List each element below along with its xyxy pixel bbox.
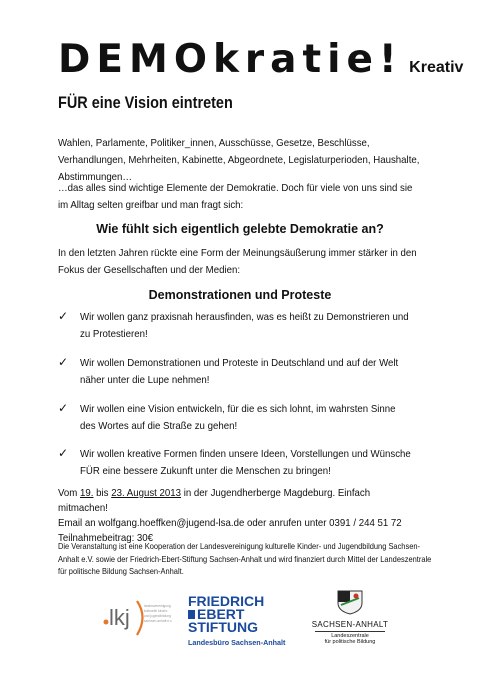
fes-logo [188,591,288,654]
check-icon: ✓ [58,446,69,460]
coat-of-arms-icon [335,589,365,615]
event-info [58,486,421,546]
svg-text:landesvereinigung: landesvereinigung [144,604,171,608]
list-item: Wir wollen kreative Formen finden unsere Ideen, Vorstellungen und Wünsche FÜR eine bessere Zukunft unter die Menschen zu bringen! [80,448,411,477]
contact-line: Email an wolfgang.hoeffken@jugend-lsa.de oder anrufen unter 0391 / 244 51 72 [58,517,402,529]
svg-text:lkj: lkj [109,605,130,630]
svg-text:STIFTUNG: STIFTUNG [188,619,258,635]
date-to: 23. August 2013 [111,487,182,499]
check-icon: ✓ [58,401,69,415]
date-line [58,486,421,516]
svg-text:EBERT: EBERT [197,606,245,622]
opinion-paragraph: In den letzten Jahren rückte eine Form der Meinungsäußerung immer stärker in den Fokus der Gesellschaften und der Medien: [58,247,417,276]
check-icon: ✓ [58,309,69,323]
svg-text:sachsen-anhalt e.v.: sachsen-anhalt e.v. [144,619,173,623]
section-heading: Demonstrationen und Proteste [148,288,332,302]
intro-paragraph: Wahlen, Parlamente, Politiker_innen, Ausschüsse, Gesetze, Beschlüsse, Verhandlungen, Mehrheiten, Kabinette, Abgeordnete, Legislaturperioden, Haushalte, Abstimmungen… [58,137,420,183]
svg-text:FRIEDRICH: FRIEDRICH [188,593,265,609]
date-bis: bis [96,487,109,499]
check-icon: ✓ [58,355,69,369]
date-rest: in der Jugendherberge Magdeburg. Einfach mitmachen! [58,487,371,514]
sachsen-anhalt-logo [300,589,400,645]
list-item: Wir wollen ganz praxisnah herausfinden, was es heißt zu Demonstrieren und zu Protestieren! [80,311,409,340]
sa-title: SACHSEN-ANHALT [311,620,389,629]
title-main: DEMOkratie! [58,37,403,82]
sa-sub2: für politische Bildung [324,639,376,645]
footer-note: Die Veranstaltung ist eine Kooperation der Landesvereinigung kulturelle Kinder- und Jugendbildung Sachsen-Anhalt e.V. sowie der Friedrich-Ebert-Stiftung Sachsen-Anhalt und wird finanziert durch Mittel der Landeszentrale für politische Bildung Sachsen-Anhalt. [58,541,432,576]
date-prefix: Vom [58,487,78,499]
question-heading: Wie fühlt sich eigentlich gelebte Demokratie an? [96,222,384,236]
logo-bar [0,585,480,665]
svg-text:kulturelle kinder-: kulturelle kinder- [144,609,169,613]
subtitle: FÜR eine Vision eintreten [58,93,233,112]
svg-text:Landesbüro Sachsen-Anhalt: Landesbüro Sachsen-Anhalt [188,638,286,647]
fee-line: Teilnahmebeitrag: 30€ [58,532,154,544]
svg-text:und jugendbildung: und jugendbildung [144,614,171,618]
lkj-logo [100,595,180,644]
democracy-paragraph: …das alles sind wichtige Elemente der Demokratie. Doch für viele von uns sind sie im Alltag selten greifbar und man fragt sich: [58,182,413,211]
date-from: 19. [80,487,94,499]
title [58,37,464,82]
sa-sub1: Landeszentrale [331,633,369,639]
list-item: Wir wollen eine Vision entwickeln, für die es sich lohnt, im wahrsten Sinne des Wortes auf die Straße zu gehen! [80,403,396,432]
title-suffix: Kreativ [409,59,464,76]
list-item: Wir wollen Demonstrationen und Proteste in Deutschland und auf der Welt näher unter die Lupe nehmen! [80,357,399,386]
